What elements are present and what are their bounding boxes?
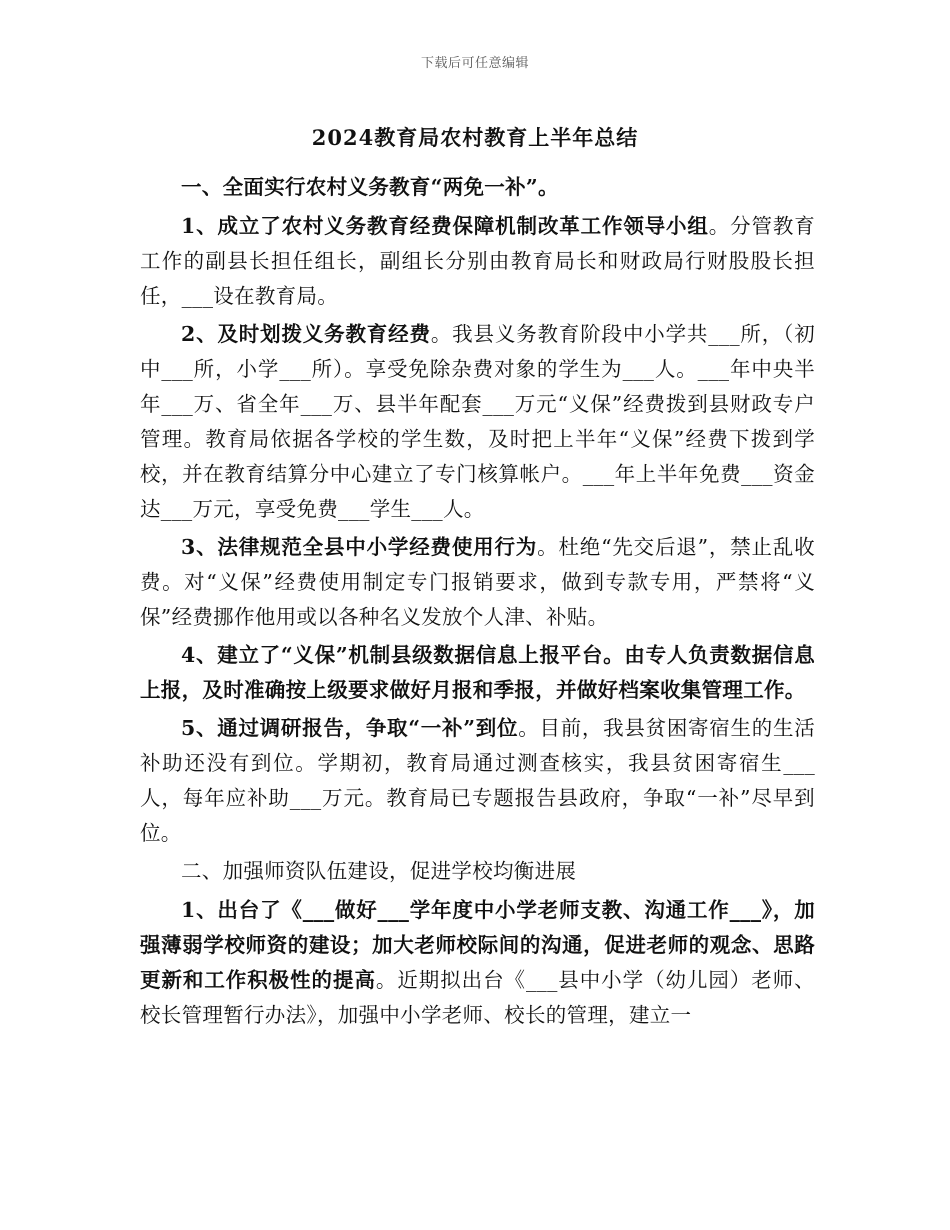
paragraph-1-1 (140, 209, 815, 314)
paragraph-1-4 (140, 638, 815, 708)
paragraph-text: 。分管教育工作的副县长担任组长，副组长分别由教育局长和财政局行财股股长担任，___设在教育局。 (140, 214, 816, 308)
paragraph-1-3 (140, 530, 815, 635)
paragraph-lead: 1、成立了农村义务教育经费保障机制改革工作领导小组 (181, 214, 709, 238)
paragraph-lead: 1、出台了《___做好___学年度中小学老师支教、沟通工作___》，加强薄弱学校师资的建设；加大老师校际间的沟通，促进老师的观念、思路更新和工作积极性的提高 (140, 898, 815, 992)
document-title: 2024教育局农村教育上半年总结 (311, 125, 639, 150)
paragraph-text: 。我县义务教育阶段中小学共___所，（初中___所，小学___所）。享受免除杂费对象的学生为___人。___年中央半年___万、省全年___万、县半年配套___万元“义保”经费拨到县财政专户管理。教育局依据各学校的学生数，及时把上半年“义保”经费下拨到学校，并在教育结算分中心建立了专门核算帐户。___年上半年免费___资金达___万元，享受免费___学生___人。 (140, 322, 816, 521)
paragraph-text: 。杜绝“先交后退”，禁止乱收费。对“义保”经费使用制定专门报销要求，做到专款专用，严禁将“义保”经费挪作他用或以各种名义发放个人津、补贴。 (140, 535, 815, 629)
document-body (140, 170, 815, 1036)
paragraph-2-1 (140, 893, 815, 1033)
section-1-heading: 一、全面实行农村义务教育“两免一补”。 (181, 175, 559, 199)
paragraph-lead: 5、通过调研报告，争取“一补”到位 (181, 716, 519, 740)
page-header-note: 下载后可任意编辑 (420, 56, 529, 71)
section-2-heading: 二、加强师资队伍建设，促进学校均衡进展 (181, 859, 577, 883)
paragraph-1-5 (140, 711, 815, 851)
paragraph-1-2 (140, 317, 815, 527)
paragraph-text: 。近期拟出台《___县中小学（幼儿园）老师、校长管理暂行办法》，加强中小学老师、校长的管理，建立一 (140, 968, 815, 1027)
paragraph-text: 。目前，我县贫困寄宿生的生活补助还没有到位。学期初，教育局通过测查核实，我县贫困寄宿生___人，每年应补助___万元。教育局已专题报告县政府，争取“一补”尽早到位。 (140, 716, 815, 845)
paragraph-lead: 4、建立了“义保”机制县级数据信息上报平台。由专人负责数据信息上报，及时准确按上级要求做好月报和季报，并做好档案收集管理工作。 (140, 643, 815, 702)
paragraph-lead: 2、及时划拨义务教育经费 (181, 322, 431, 346)
paragraph-lead: 3、法律规范全县中小学经费使用行为 (181, 535, 538, 559)
